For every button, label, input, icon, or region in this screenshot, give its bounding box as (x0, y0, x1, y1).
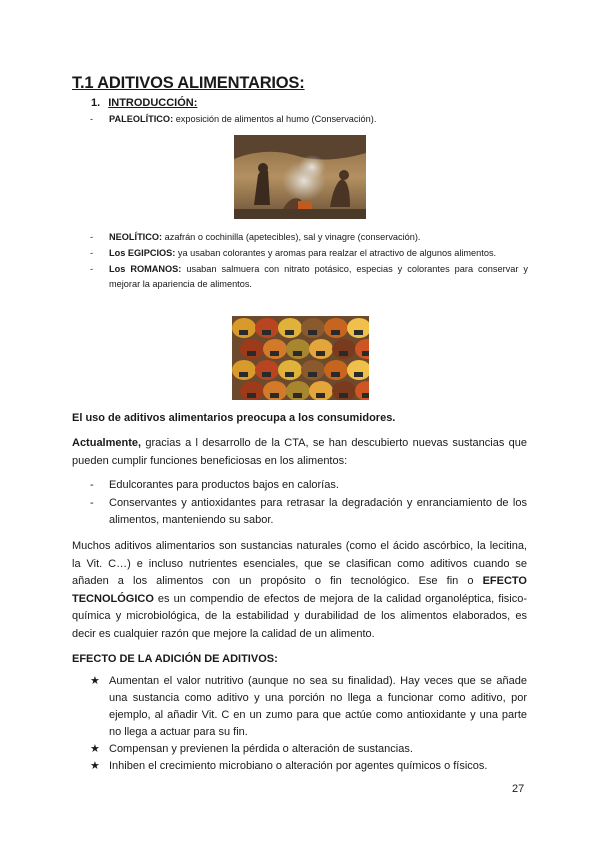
spice-tag (308, 372, 317, 377)
history-list-paleolithic (90, 112, 528, 127)
spice-tag (339, 351, 348, 356)
history-text: ya usaban colorantes y aromas para realzar el atractivo de algunos alimentos. (175, 248, 497, 258)
spice-tag (316, 351, 325, 356)
spice-tag (247, 351, 256, 356)
benefits-list (90, 477, 527, 530)
natural-bold: EFECTO TECNOLÓGICO (72, 575, 527, 605)
spice-tag (308, 330, 317, 335)
effect-item (90, 758, 527, 775)
spice-tag (331, 372, 340, 377)
effects-heading: EFECTO DE LA ADICIÓN DE ADITIVOS: (72, 653, 278, 665)
history-item (90, 246, 528, 261)
history-text: usaban salmuera con nitrato potásico, especias y colorantes para conservar y mejorar la apariencia de alimentos. (109, 264, 528, 289)
history-list (90, 230, 528, 292)
effects-list (90, 673, 527, 775)
history-item (90, 230, 528, 245)
spice-tag (354, 372, 363, 377)
actual-text: gracias a l desarrollo de la CTA, se han descubierto nuevas sustancias que pueden cumplir funciones beneficiosas en los alimentos: (72, 437, 527, 467)
actual-lead: Actualmente, (72, 437, 142, 449)
spice-tag (362, 393, 369, 398)
section-number: 1. (91, 97, 101, 109)
spice-tag (239, 372, 248, 377)
history-text: exposición de alimentos al humo (Conservación). (173, 114, 377, 124)
natural-paragraph (72, 538, 527, 643)
spices-image (232, 316, 369, 400)
page-number: 27 (512, 783, 525, 795)
spice-tag (293, 393, 302, 398)
star-icon: ★ (90, 743, 100, 755)
section-label: INTRODUCCIÓN: (108, 97, 198, 109)
spice-tag (331, 330, 340, 335)
spice-tag (285, 372, 294, 377)
spice-tag (362, 351, 369, 356)
star-icon: ★ (90, 760, 100, 772)
spice-tag (239, 330, 248, 335)
spice-tag (262, 330, 271, 335)
history-item (90, 262, 528, 292)
spice-tag (339, 393, 348, 398)
spice-tag (270, 393, 279, 398)
history-text: azafrán o cochinilla (apetecibles), sal y vinagre (conservación). (162, 232, 421, 242)
effect-text: Inhiben el crecimiento microbiano o alteración por agentes químicos o físicos. (109, 760, 488, 772)
spice-tag (270, 351, 279, 356)
spice-tag (354, 330, 363, 335)
spice-tag (293, 351, 302, 356)
history-term: PALEOLÍTICO: (109, 114, 174, 124)
effect-item (90, 741, 527, 758)
star-icon: ★ (90, 675, 100, 687)
paleolithic-smoke-image (234, 135, 366, 219)
history-term: Los EGIPCIOS: (109, 248, 176, 258)
spice-tag (262, 372, 271, 377)
history-term: Los ROMANOS: (109, 264, 182, 274)
effect-text: Compensan y previenen la pérdida o alteración de sustancias. (109, 743, 413, 755)
natural-part2: es un compendio de efectos de mejora de la calidad organoléptica, fisico-química y microbiológica, de la estabilidad y durabilidad de los alimentos elaborados, es decir es cualquier razón que mejore la calidad de un alimento. (72, 592, 527, 640)
effect-text: Aumentan el valor nutritivo (aunque no sea su finalidad). Hay veces que se añade una sustancia como aditivo y una porción no llega a funcionar como aditivo, por ejemplo, al añadir Vit. C en un zumo para que actúe como antioxidante y una parte no llega a actuar para su fin. (109, 675, 527, 738)
spice-tag (247, 393, 256, 398)
benefit-item: - Edulcorantes para productos bajos en calorías. (90, 477, 527, 494)
spice-tag (316, 393, 325, 398)
page-title: T.1 ADITIVOS ALIMENTARIOS: (72, 74, 305, 92)
section-heading (91, 97, 197, 109)
history-item (90, 112, 528, 127)
actual-paragraph (72, 435, 527, 470)
history-term: NEOLÍTICO: (109, 232, 163, 242)
concern-statement: El uso de aditivos alimentarios preocupa a los consumidores. (72, 412, 396, 424)
benefit-item: - Conservantes y antioxidantes para retrasar la degradación y enranciamiento de los alimentos, manteniendo su sabor. (90, 495, 527, 529)
spice-tag (285, 330, 294, 335)
effect-item (90, 673, 527, 741)
natural-part1: Muchos aditivos alimentarios son sustancias naturales (como el ácido ascórbico, la lecitina, la Vit. C…) e incluso nutrientes esenciales, que se clasifican como aditivos cuando se añaden a los alimentos con un propósito o fin tecnológico. Ese fin o (72, 540, 527, 587)
